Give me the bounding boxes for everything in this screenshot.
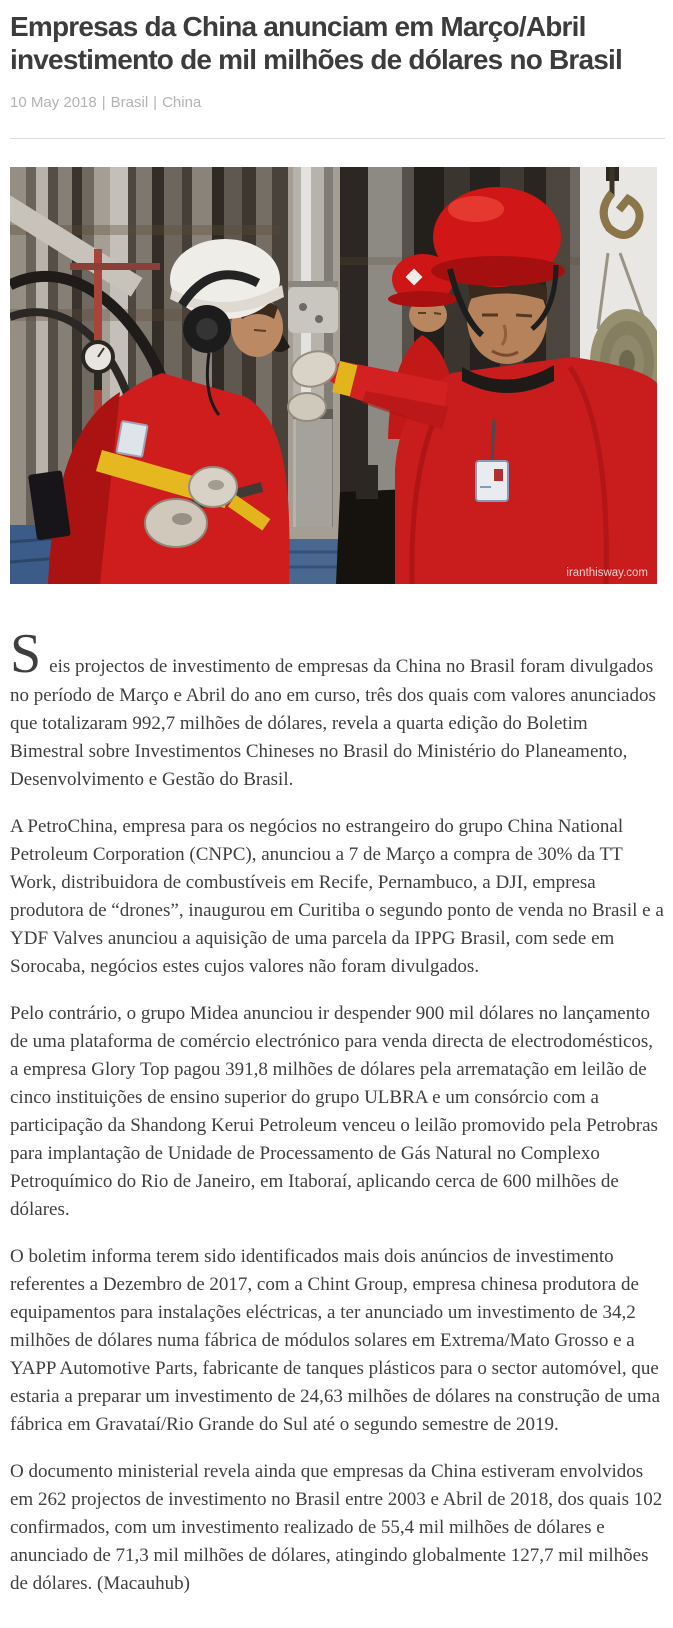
divider	[10, 138, 665, 139]
paragraph-3: Pelo contrário, o grupo Midea anunciou ir despender 900 mil dólares no lançamento de uma plataforma de comércio electrónico para venda directa de electrodomésticos, a empresa Glory Top pagou 391,8 milhões de dólares pela arrematação em leilão de cinco instituições de ensino superior do grupo ULBRA e um consórcio com a participação da Shandong Kerui Petroleum venceu o leilão promovido pela Petrobras para implantação de Unidade de Processamento de Gás Natural no Complexo Petroquímico do Rio de Janeiro, em Itaboraí, aplicando cerca de 600 milhões de dólares.	[10, 1003, 658, 1220]
meta-separator: |	[101, 94, 106, 111]
article-title: Empresas da China anunciam em Março/Abril investimento de mil milhões de dólares no Brasil	[10, 11, 622, 75]
article-date: 10 May 2018	[10, 94, 97, 111]
meta-separator: |	[153, 94, 158, 111]
tag-link-china[interactable]: China	[162, 94, 202, 111]
paragraph-1-text: eis projectos de investimento de empresas da China no Brasil foram divulgados no período de Março e Abril do ano em curso, três dos quais com valores anunciados que totalizaram 992,7 milhões de dólares, revela a quarta edição do Boletim Bimestral sobre Investimentos Chineses no Brasil do Ministério do Planeamento, Desenvolvimento e Gestão do Brasil.	[10, 656, 656, 790]
photo-watermark: iranthisway.com	[566, 567, 648, 579]
article-meta	[10, 94, 665, 112]
paragraph-1	[10, 623, 665, 794]
drop-cap: S	[10, 623, 42, 685]
article-figure	[10, 167, 665, 584]
paragraph-5: O documento ministerial revela ainda que empresas da China estiveram envolvidos em 262 projectos de investimento no Brasil entre 2003 e Abril de 2018, dos quais 102 confirmados, com um investimento realizado de 55,4 mil milhões de dólares e anunciado de 71,3 mil milhões de dólares, atingindo globalmente 127,7 mil milhões de dólares. (Macauhub)	[10, 1461, 663, 1594]
paragraph-2: A PetroChina, empresa para os negócios no estrangeiro do grupo China National Petroleum Corporation (CNPC), anunciou a 7 de Março a compra de 30% da TT Work, distribuidora de combustíveis em Recife, Pernambuco, a DJI, empresa produtora de “drones”, inaugurou em Curitiba o segundo ponto de venda no Brasil e a YDF Valves anunciou a aquisição de uma parcela da IPPG Brasil, com sede em Sorocaba, negócios estes cujos valores não foram divulgados.	[10, 816, 664, 977]
oil-rig-photo	[10, 167, 657, 584]
tag-link-brasil[interactable]: Brasil	[110, 94, 149, 111]
paragraph-4: O boletim informa terem sido identificados mais dois anúncios de investimento referentes a Dezembro de 2017, com a Chint Group, empresa chinesa produtora de equipamentos para instalações eléctricas, a ter anunciado um investimento de 34,2 milhões de dólares numa fábrica de módulos solares em Extrema/Mato Grosso e a YAPP Automotive Parts, fabricante de tanques plásticos para o sector automóvel, que estaria a preparar um investimento de 24,63 milhões de dólares na construção de uma fábrica em Gravataí/Rio Grande do Sul até o segundo semestre de 2019.	[10, 1246, 660, 1435]
news-article	[10, 10, 665, 1598]
